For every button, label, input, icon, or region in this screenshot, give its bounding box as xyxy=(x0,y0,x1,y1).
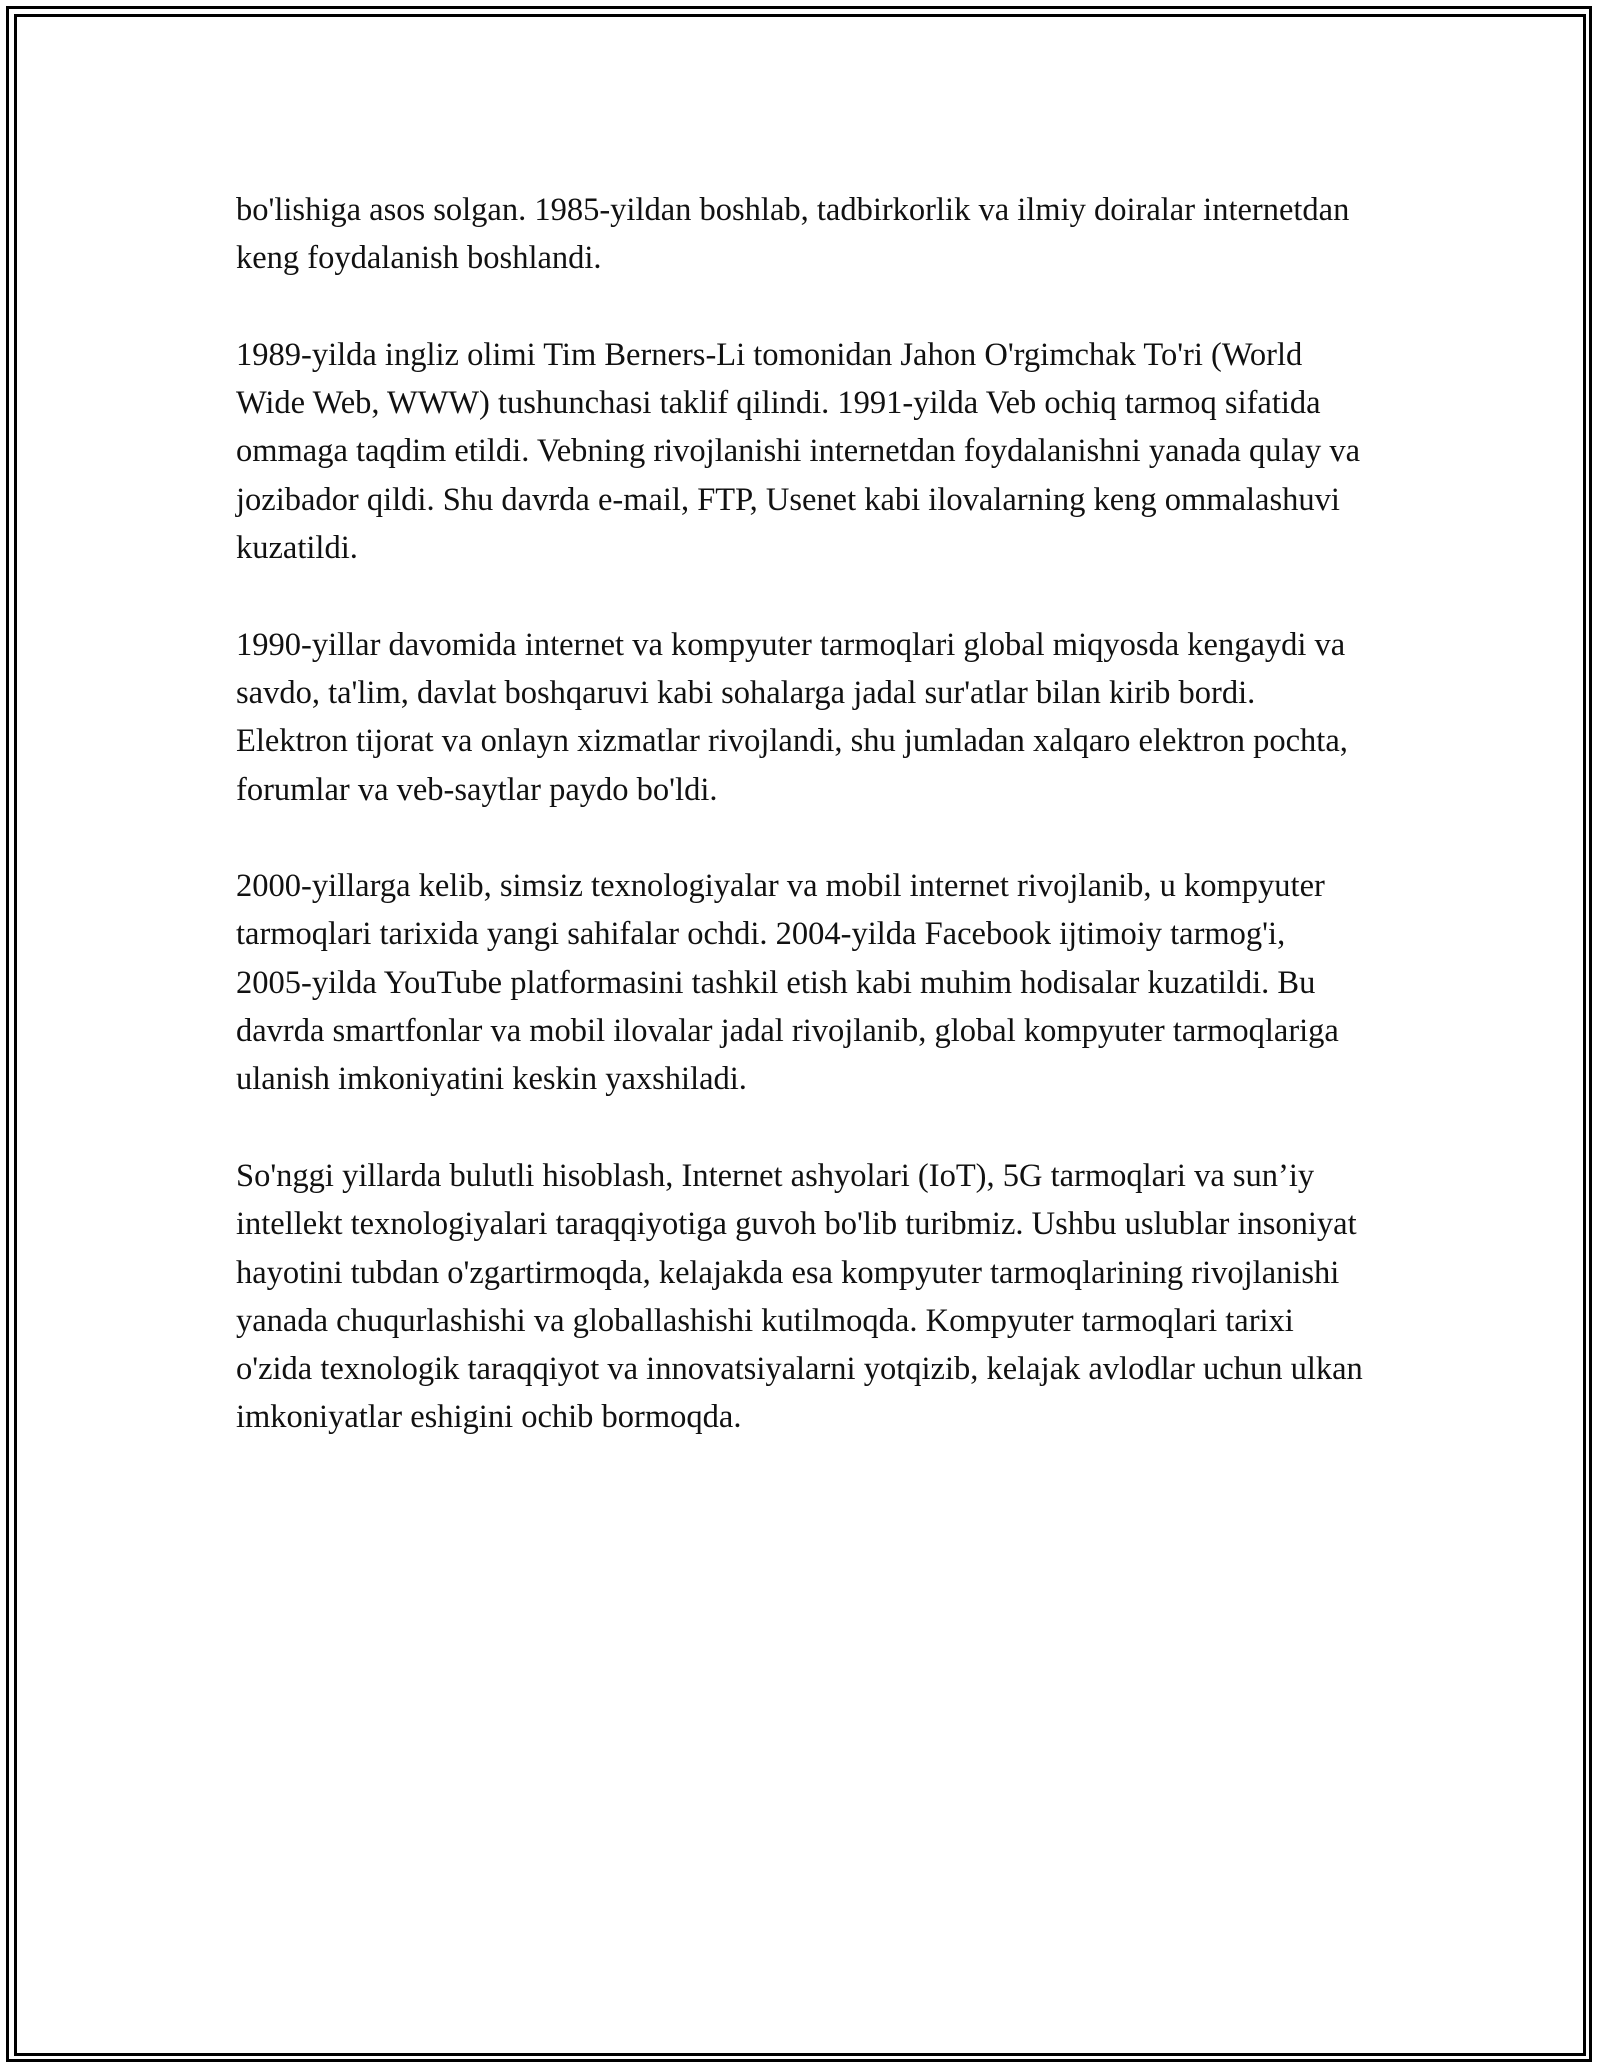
paragraph-1989-world-wide-web: 1989-yilda ingliz olimi Tim Berners-Li tomonidan Jahon O'rgimchak To'ri (World Wide Web, WWW) tushunchasi taklif qilindi. 1991-yilda Veb ochiq tarmoq sifatida ommaga taqdim etildi. Vebning rivojlanishi internetdan foydalanishni yanada qulay va jozibador qildi. Shu davrda e-mail, FTP, Usenet kabi ilovalarning keng ommalashuvi kuzatildi. xyxy=(236,336,1360,567)
paragraph-2000s-mobile-internet: 2000-yillarga kelib, simsiz texnologiyalar va mobil internet rivojlanib, u kompyuter tarmoqlari tarixida yangi sahifalar ochdi. 2004-yilda Facebook ijtimoiy tarmog'i, 2005-yilda YouTube platformasini tashkil etish kabi muhim hodisalar kuzatildi. Bu davrda smartfonlar va mobil ilovalar jadal rivojlanib, global kompyuter tarmoqlariga ulanish imkoniyatini keskin yaxshiladi. xyxy=(236,868,1339,1098)
paragraph-1990s-expansion: 1990-yillar davomida internet va kompyuter tarmoqlari global miqyosda kengaydi va savdo, ta'lim, davlat boshqaruvi kabi sohalarga jadal sur'atlar bilan kirib bordi. Elektron tijorat va onlayn xizmatlar rivojlandi, shu jumladan xalqaro elektron pochta, forumlar va veb-saytlar paydo bo'ldi. xyxy=(236,626,1348,808)
document-body xyxy=(236,186,1366,1442)
paragraph-1985-internet-usage: bo'lishiga asos solgan. 1985-yildan boshlab, tadbirkorlik va ilmiy doiralar internetdan keng foydalanish boshlandi. xyxy=(236,192,1350,277)
paragraph-recent-years: So'nggi yillarda bulutli hisoblash, Internet ashyolari (IoT), 5G tarmoqlari va sun’iy intellekt texnologiyalari taraqqiyotiga guvoh bo'lib turibmiz. Ushbu uslublar insoniyat hayotini tubdan o'zgartirmoqda, kelajakda esa kompyuter tarmoqlarining rivojlanishi yanada chuqurlashishi va globallashishi kutilmoqda. Kompyuter tarmoqlari tarixi o'zida texnologik taraqqiyot va innovatsiyalarni yotqizib, kelajak avlodlar uchun ulkan imkoniyatlar eshigini ochib bormoqda. xyxy=(236,1157,1363,1436)
